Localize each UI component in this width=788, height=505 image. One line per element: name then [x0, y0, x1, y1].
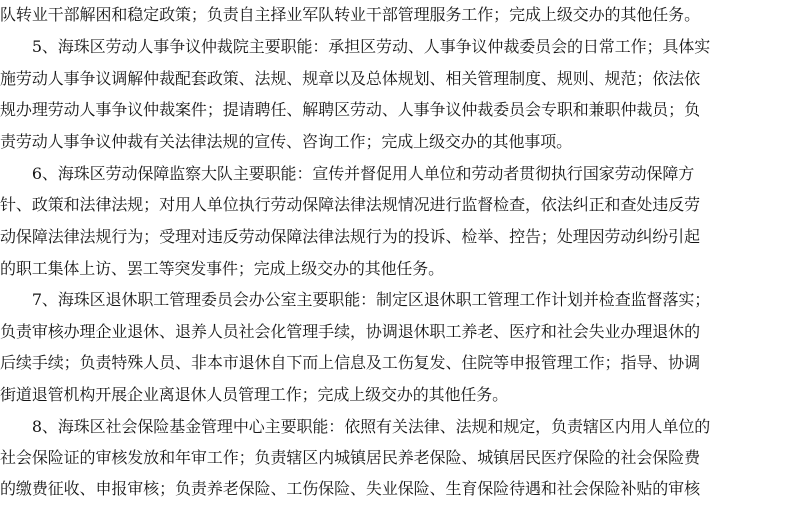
text-line: 7、海珠区退休职工管理委员会办公室主要职能：制定区退休职工管理工作计划并检查监督落实； [0, 290, 711, 309]
text-line: 责劳动人事争议仲裁有关法律法规的宣传、咨询工作；完成上级交办的其他事项。 [0, 132, 573, 151]
text-line: 动保障法律法规行为；受理对违反劳动保障法律法规行为的投诉、检举、控告；处理因劳动纠纷引起 [0, 227, 700, 246]
text-line: 负责审核办理企业退休、退养人员社会化管理手续，协调退休职工养老、医疗和社会失业办理退休的 [0, 322, 700, 341]
text-line: 规办理劳动人事争议仲裁案件；提请聘任、解聘区劳动、人事争议仲裁委员会专职和兼职仲裁员；负 [0, 100, 700, 119]
text-line: 街道退管机构开展企业离退休人员管理工作；完成上级交办的其他任务。 [0, 385, 509, 404]
text-line: 的职工集体上访、罢工等突发事件；完成上级交办的其他任务。 [0, 259, 444, 278]
text-line: 6、海珠区劳动保障监察大队主要职能：宣传并督促用人单位和劳动者贯彻执行国家劳动保障方 [0, 164, 695, 183]
text-line: 队转业干部解困和稳定政策；负责自主择业军队转业干部管理服务工作；完成上级交办的其他任务。 [0, 5, 700, 24]
text-line: 施劳动人事争议调解仲裁配套政策、法规、规章以及总体规划、相关管理制度、规则、规范；依法依 [0, 69, 700, 88]
text-line: 针、政策和法律法规；对用人单位执行劳动保障法律法规情况进行监督检查，依法纠正和查处违反劳 [0, 195, 700, 214]
text-line: 后续手续；负责特殊人员、非本市退休自下而上信息及工伤复发、住院等申报管理工作；指导、协调 [0, 353, 700, 372]
text-line: 的缴费征收、申报审核；负责养老保险、工伤保险、失业保险、生育保险待遇和社会保险补贴的审核 [0, 479, 700, 498]
text-line: 5、海珠区劳动人事争议仲裁院主要职能：承担区劳动、人事争议仲裁委员会的日常工作；具体实 [0, 37, 711, 56]
text-line: 8、海珠区社会保险基金管理中心主要职能：依照有关法律、法规和规定，负责辖区内用人单位的 [0, 417, 711, 436]
text-line: 社会保险证的审核发放和年审工作；负责辖区内城镇居民养老保险、城镇居民医疗保险的社会保险费 [0, 448, 700, 467]
